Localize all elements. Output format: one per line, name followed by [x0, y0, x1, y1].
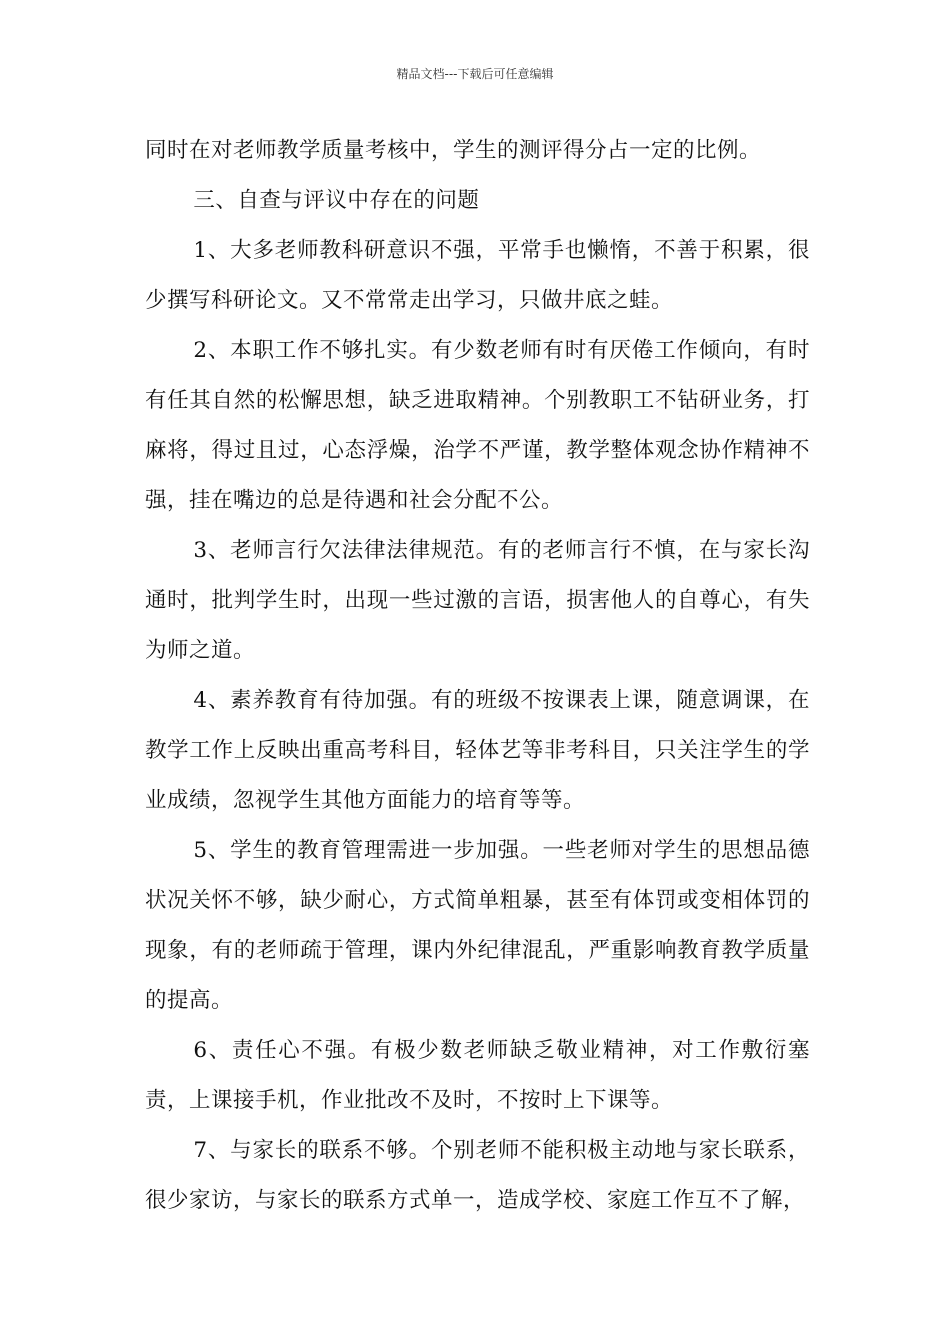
page-header: 精品文档---下载后可任意编辑: [396, 67, 554, 81]
paragraph-item-6: 6、责任心不强。有极少数老师缺乏敬业精神，对工作敷衍塞责，上课接手机，作业批改不及时，不按时上下课等。: [145, 1038, 810, 1113]
document-body: [145, 126, 810, 1226]
paragraph-item-7: 7、与家长的联系不够。个别老师不能积极主动地与家长联系，很少家访，与家长的联系方式单一，造成学校、家庭工作互不了解，: [145, 1138, 810, 1213]
paragraph-item-5: 5、学生的教育管理需进一步加强。一些老师对学生的思想品德状况关怀不够，缺少耐心，方式简单粗暴，甚至有体罚或变相体罚的现象，有的老师疏于管理，课内外纪律混乱，严重影响教育教学质量的提高。: [145, 838, 810, 1013]
paragraph-item-3: 3、老师言行欠法律法律规范。有的老师言行不慎，在与家长沟通时，批判学生时，出现一些过激的言语，损害他人的自尊心，有失为师之道。: [145, 538, 810, 663]
paragraph-item-4: 4、素养教育有待加强。有的班级不按课表上课，随意调课，在教学工作上反映出重高考科目，轻体艺等非考科目，只关注学生的学业成绩，忽视学生其他方面能力的培育等等。: [145, 688, 810, 813]
paragraph-item-2: 2、本职工作不够扎实。有少数老师有时有厌倦工作倾向，有时有任其自然的松懈思想，缺乏进取精神。个别教职工不钻研业务，打麻将，得过且过，心态浮燥，治学不严谨，教学整体观念协作精神不强，挂在嘴边的总是待遇和社会分配不公。: [145, 338, 810, 513]
section-heading: 三、自查与评议中存在的问题: [193, 188, 480, 213]
paragraph-item-1: 1、大多老师教科研意识不强，平常手也懒惰，不善于积累，很少撰写科研论文。又不常常走出学习，只做井底之蛙。: [145, 238, 810, 313]
paragraph-continuation: 同时在对老师教学质量考核中，学生的测评得分占一定的比例。: [145, 138, 762, 163]
